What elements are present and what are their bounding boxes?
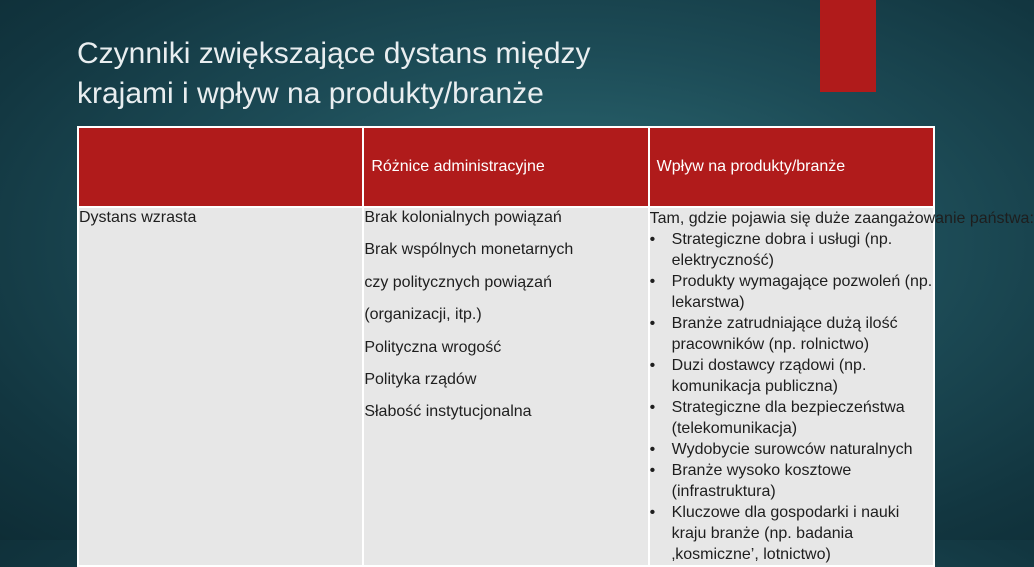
bullet-icon: •: [649, 462, 656, 479]
title-line-2: krajami i wpływ na produkty/branże: [77, 77, 544, 110]
bullet-icon: •: [649, 357, 656, 374]
difference-item: Polityka rządów: [364, 370, 477, 388]
difference-item: Słabość instytucjonalna: [364, 403, 532, 421]
row-label-cell: [78, 207, 363, 566]
list-item-text: Produkty wymagające pozwoleń (np. lekarstwa): [671, 273, 933, 311]
difference-item: Brak kolonialnych powiązań: [364, 209, 562, 226]
header-impact: Wpływ na produkty/branże: [649, 127, 934, 207]
header-differences: Różnice administracyjne: [363, 127, 648, 207]
difference-item: Polityczna wrogość: [364, 338, 502, 356]
header-empty-cell: [78, 127, 363, 207]
list-item-text: Wydobycie surowców naturalnych: [671, 441, 913, 458]
bullet-icon: •: [649, 315, 656, 332]
slide-title: [77, 34, 777, 114]
list-item: [650, 355, 933, 397]
list-item-text: Branże wysoko kosztowe (infrastruktura): [671, 462, 852, 500]
list-item-text: Strategiczne dla bezpieczeństwa (telekomunikacja): [671, 399, 905, 437]
bullet-icon: •: [649, 399, 656, 416]
list-item: [650, 397, 933, 439]
bullet-icon: •: [649, 231, 656, 248]
comparison-table: [77, 126, 1034, 567]
table-row: [78, 207, 934, 566]
list-item: [650, 460, 933, 502]
list-item-text: Kluczowe dla gospodarki i nauki kraju branże (np. badania ‚kosmiczne’, lotnictwo): [671, 504, 900, 563]
difference-item: (organizacji, itp.): [364, 306, 482, 324]
bullet-icon: •: [649, 273, 656, 290]
impact-intro: Tam, gdzie pojawia się duże zaangażowanie państwa:: [649, 210, 1034, 227]
title-line-1: Czynniki zwiększające dystans między: [77, 37, 591, 70]
list-item-text: Duzi dostawcy rządowi (np. komunikacja publiczna): [671, 357, 867, 395]
difference-item: czy politycznych powiązań: [364, 273, 552, 291]
list-item: [650, 229, 933, 271]
list-item: [650, 313, 933, 355]
list-item: [650, 502, 933, 565]
row-label: Dystans wzrasta: [79, 209, 197, 226]
list-item: [650, 271, 933, 313]
impact-cell: [649, 207, 1034, 566]
difference-item: Brak wspólnych monetarnych: [364, 241, 574, 259]
bullet-icon: •: [649, 504, 656, 521]
list-item: [650, 439, 933, 460]
differences-cell: [363, 207, 648, 566]
list-item-text: Strategiczne dobra i usługi (np. elektryczność): [671, 231, 893, 269]
list-item-text: Branże zatrudniające dużą ilość pracowników (np. rolnictwo): [671, 315, 898, 353]
bullet-icon: •: [649, 441, 656, 458]
table-header-row: [78, 127, 934, 207]
accent-bar: [820, 0, 876, 92]
impact-list: [650, 229, 933, 565]
